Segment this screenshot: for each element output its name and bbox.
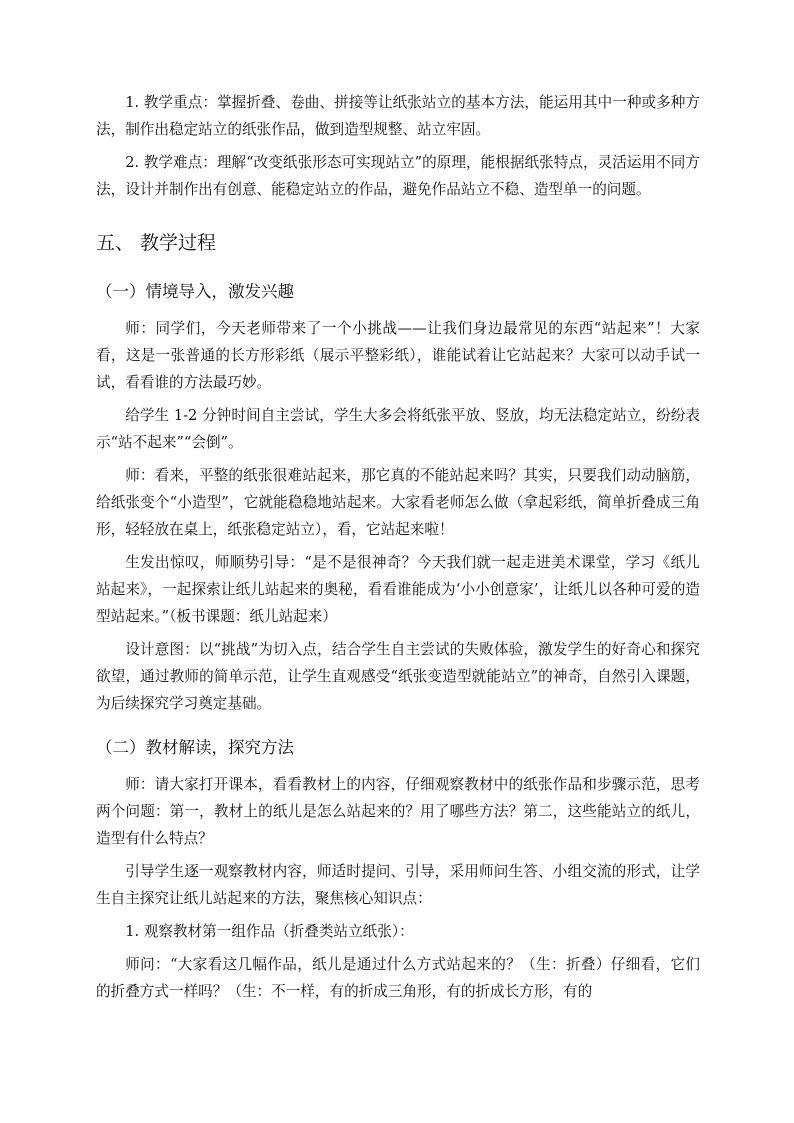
section-heading-teaching-process: 五、 教学过程 <box>96 232 217 254</box>
paragraph: 设计意图：以“挑战”为切入点，结合学生自主尝试的失败体验，激发学生的好奇心和探究欲望，通过教师的简单示范，让学生直观感受“纸张变造型就能站立”的神奇，自然引入课题，为后续探究学习奠定基础。 <box>96 641 700 712</box>
subsection-heading-intro: （一）情境导入，激发兴趣 <box>96 282 294 301</box>
difficulty-paragraph: 2. 教学难点：理解“改变纸张形态可实现站立”的原理，能根据纸张特点，灵活运用不同方法，设计并制作出有创意、能稳定站立的作品，避免作品站立不稳、造型单一的问题。 <box>96 154 700 198</box>
key-point-paragraph: 1. 教学重点：掌握折叠、卷曲、拼接等让纸张站立的基本方法，能运用其中一种或多种方法，制作出稳定站立的纸张作品，做到造型规整、站立牢固。 <box>96 94 700 138</box>
paragraph: 引导学生逐一观察教材内容，师适时提问、引导，采用师问生答、小组交流的形式，让学生自主探究让纸儿站起来的方法，聚焦核心知识点： <box>96 863 700 907</box>
paragraph: 师：看来，平整的纸张很难站起来，那它真的不能站起来吗？其实，只要我们动动脑筋，给纸张变个“小造型”，它就能稳稳地站起来。大家看老师怎么做（拿起彩纸，简单折叠成三角形，轻轻放在桌上，纸张稳定站立），看，它站起来啦！ <box>96 467 700 538</box>
paragraph: 师问：“大家看这几幅作品，纸儿是通过什么方式站起来的？（生：折叠）仔细看，它们的折叠方式一样吗？（生：不一样，有的折成三角形，有的折成长方形，有的 <box>96 956 700 1000</box>
paragraph: 生发出惊叹，师顺势引导：“是不是很神奇？今天我们就一起走进美术课堂，学习《纸儿站起来》，一起探索让纸儿站起来的奥秘，看看谁能成为‘小小创意家’，让纸儿以各种可爱的造型站起来。”（板书课题：纸儿站起来） <box>96 554 700 625</box>
subsection-heading-textbook: （二）教材解读，探究方法 <box>96 738 294 757</box>
paragraph: 1. 观察教材第一组作品（折叠类站立纸张）： <box>125 923 414 940</box>
paragraph: 给学生 1-2 分钟时间自主尝试，学生大多会将纸张平放、竖放，均无法稳定站立，纷纷表示“站不起来”“会倒”。 <box>96 407 700 451</box>
paragraph: 师：同学们，今天老师带来了一个小挑战——让我们身边最常见的东西“站起来”！大家看，这是一张普通的长方形彩纸（展示平整彩纸），谁能试着让它站起来？大家可以动手试一试，看看谁的方法最巧妙。 <box>96 320 700 391</box>
document-body <box>96 89 700 1011</box>
paragraph: 师：请大家打开课本，看看教材上的内容，仔细观察教材中的纸张作品和步骤示范，思考两个问题：第一，教材上的纸儿是怎么站起来的？用了哪些方法？第二，这些能站立的纸儿，造型有什么特点？ <box>96 776 700 847</box>
